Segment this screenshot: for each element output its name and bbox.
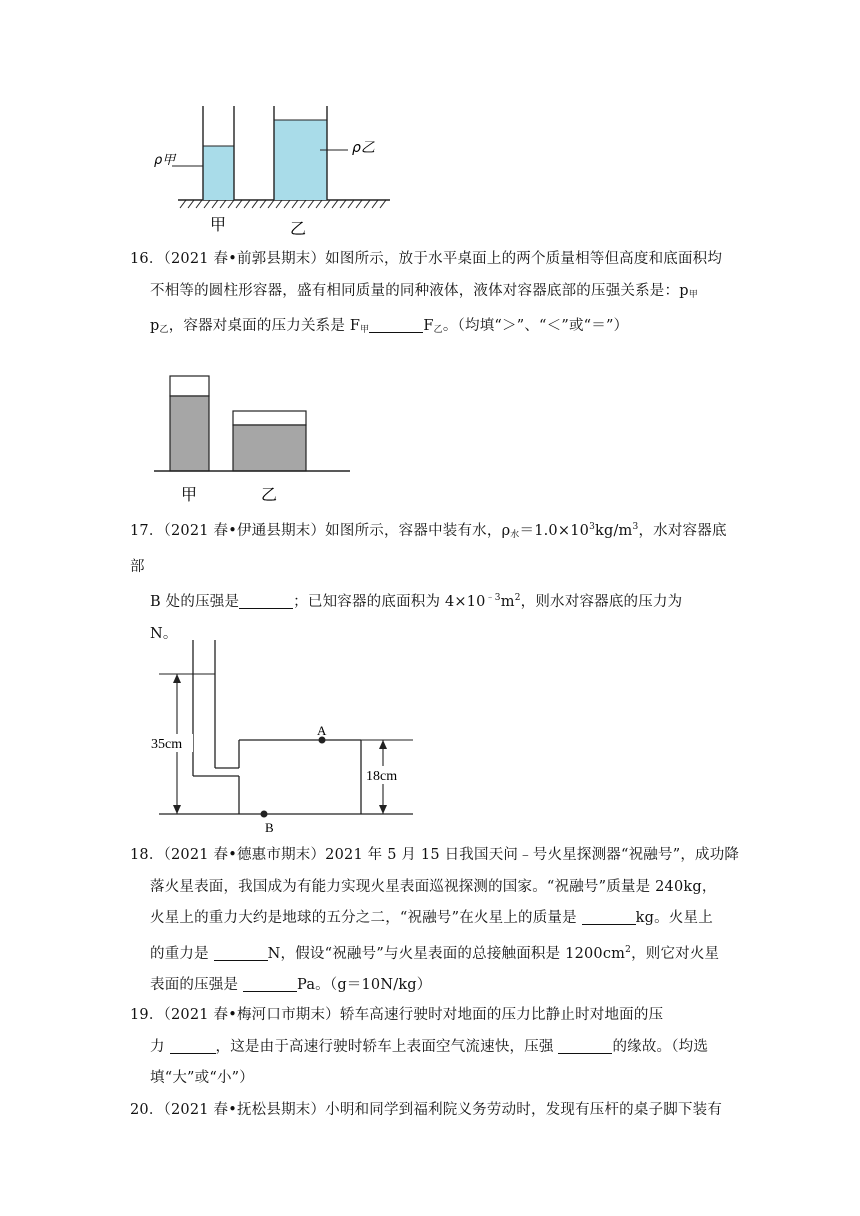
q16-sub-yi: 乙 (159, 325, 169, 335)
q18-prefix: 18．（2021 春•德惠市期末） (130, 847, 326, 863)
q17-text-a: 如图所示，容器中装有水，ρ (325, 523, 511, 539)
q18-text-d: kg。火星上 (635, 910, 713, 926)
q18-text-g: ，则它对火星 (631, 945, 720, 962)
q18-text-a: 2021 年 5 月 15 日我国天问﹣号火星探测器“祝融号”，成功降 (325, 847, 740, 863)
q16-text-e: F (423, 318, 434, 334)
q18-answer-blank-2[interactable] (214, 944, 268, 961)
label-yi: 乙 (290, 219, 307, 238)
q16-text-b: 不相等的圆柱形容器，盛有相同质量的同种液体，液体对容器底部的压强关系是：p (150, 282, 689, 299)
q18-text-f: N，假设“祝融号”与火星表面的总接触面积是 1200cm (267, 945, 626, 962)
q16-sub-yi-2: 乙 (433, 325, 443, 335)
q17-sup-neg3: ﹣3 (485, 593, 501, 603)
q18-text-b: 落火星表面，我国成为有能力实现火星表面巡视探测的国家。“祝融号”质量是 240kg， (150, 878, 717, 895)
q19-text-e: 填“大”或“小”） (150, 1070, 254, 1086)
q16-prefix: 16．（2021 春•前郭县期末） (130, 251, 326, 267)
q19-text-d: 的缘故。（均选 (612, 1038, 709, 1055)
q19-text-a: 轿车高速行驶时对地面的压力比静止时对地面的压 (339, 1007, 664, 1023)
q17-text-d: ，水对容器底部 (130, 523, 727, 575)
container-yi-liquid (233, 425, 306, 471)
label-18cm: 18cm (366, 769, 398, 784)
question-18 (130, 840, 740, 1002)
q16-text-a: 如图所示，放于水平桌面上的两个质量相等但高度和底面积均 (325, 251, 723, 267)
q17-prefix: 17．（2021 春•伊通县期末） (130, 523, 326, 539)
figure-two-containers-gray (150, 370, 360, 506)
q18-text-c: 火星上的重力大约是地球的五分之二，“祝融号”在火星上的质量是 (150, 910, 577, 926)
q17-text-i: N。 (150, 625, 178, 642)
figure-container-with-tube (145, 636, 420, 836)
q17-sup-2: 2 (514, 593, 521, 603)
q19-answer-blank-1[interactable] (170, 1037, 216, 1054)
q16-sub-jia: 甲 (688, 289, 698, 300)
label-jia-2: 甲 (181, 485, 198, 504)
q16-answer-blank[interactable] (369, 316, 423, 333)
question-19 (130, 1000, 740, 1095)
container-yi-empty (233, 411, 306, 425)
q17-sup-3: 3 (589, 522, 595, 532)
label-yi-2: 乙 (261, 485, 278, 504)
q19-answer-blank-2[interactable] (558, 1037, 612, 1054)
q17-text-g: m (500, 594, 515, 610)
label-jia: 甲 (210, 215, 227, 234)
q16-sub-jia-2: 甲 (360, 325, 370, 335)
q17-text-e: B 处的压强是 (150, 594, 240, 610)
label-B: B (265, 820, 274, 835)
q19-text-b: 力 (150, 1038, 165, 1055)
label-rho-jia: ρ甲 (154, 153, 176, 168)
container-jia-liquid (170, 396, 209, 471)
q16-text-c: p (150, 318, 160, 334)
liquid-yi (274, 120, 327, 200)
container-jia-empty (170, 376, 209, 396)
ground-hatch (180, 200, 386, 208)
q18-answer-blank-3[interactable] (243, 975, 297, 992)
figure-two-tubes-blue (140, 100, 400, 240)
q17-sup-3b: 3 (632, 522, 639, 532)
q19-text-c: ，这是由于高速行驶时轿车上表面空气流速快，压强 (215, 1038, 554, 1055)
liquid-jia (203, 146, 234, 200)
q19-prefix: 19．（2021 春•梅河口市期末） (130, 1007, 340, 1023)
q17-text-b: ＝1.0×10 (519, 523, 590, 539)
q17-text-c: kg/m (595, 523, 633, 539)
q20-prefix: 20．（2021 春•抚松县期末） (130, 1102, 326, 1118)
question-20 (130, 1095, 740, 1127)
q16-text-f: 。（均填“＞”、“＜”或“＝”） (442, 318, 629, 334)
q18-answer-blank-1[interactable] (582, 908, 636, 925)
q17-answer-blank-1[interactable] (239, 592, 293, 609)
label-35cm: 35cm (151, 737, 183, 752)
question-17 (130, 512, 740, 650)
point-B (261, 811, 268, 818)
q18-text-e: 的重力是 (150, 945, 209, 962)
q20-text-a: 小明和同学到福利院义务劳动时，发现有压杆的桌子脚下装有 (325, 1102, 723, 1118)
q17-sub-water: 水 (510, 530, 520, 540)
q18-sup-2: 2 (625, 944, 632, 955)
q17-text-h: ，则水对容器底的压力为 (520, 594, 683, 610)
q18-text-i: Pa。（g＝10N/kg） (297, 977, 432, 993)
q17-text-f: ；已知容器的底面积为 4×10 (293, 594, 486, 610)
label-A: A (317, 723, 327, 738)
q16-text-d: ，容器对桌面的压力关系是 F (168, 318, 361, 334)
question-16 (130, 244, 740, 347)
label-rho-yi: ρ乙 (352, 140, 375, 156)
q18-text-h: 表面的压强是 (150, 977, 239, 993)
